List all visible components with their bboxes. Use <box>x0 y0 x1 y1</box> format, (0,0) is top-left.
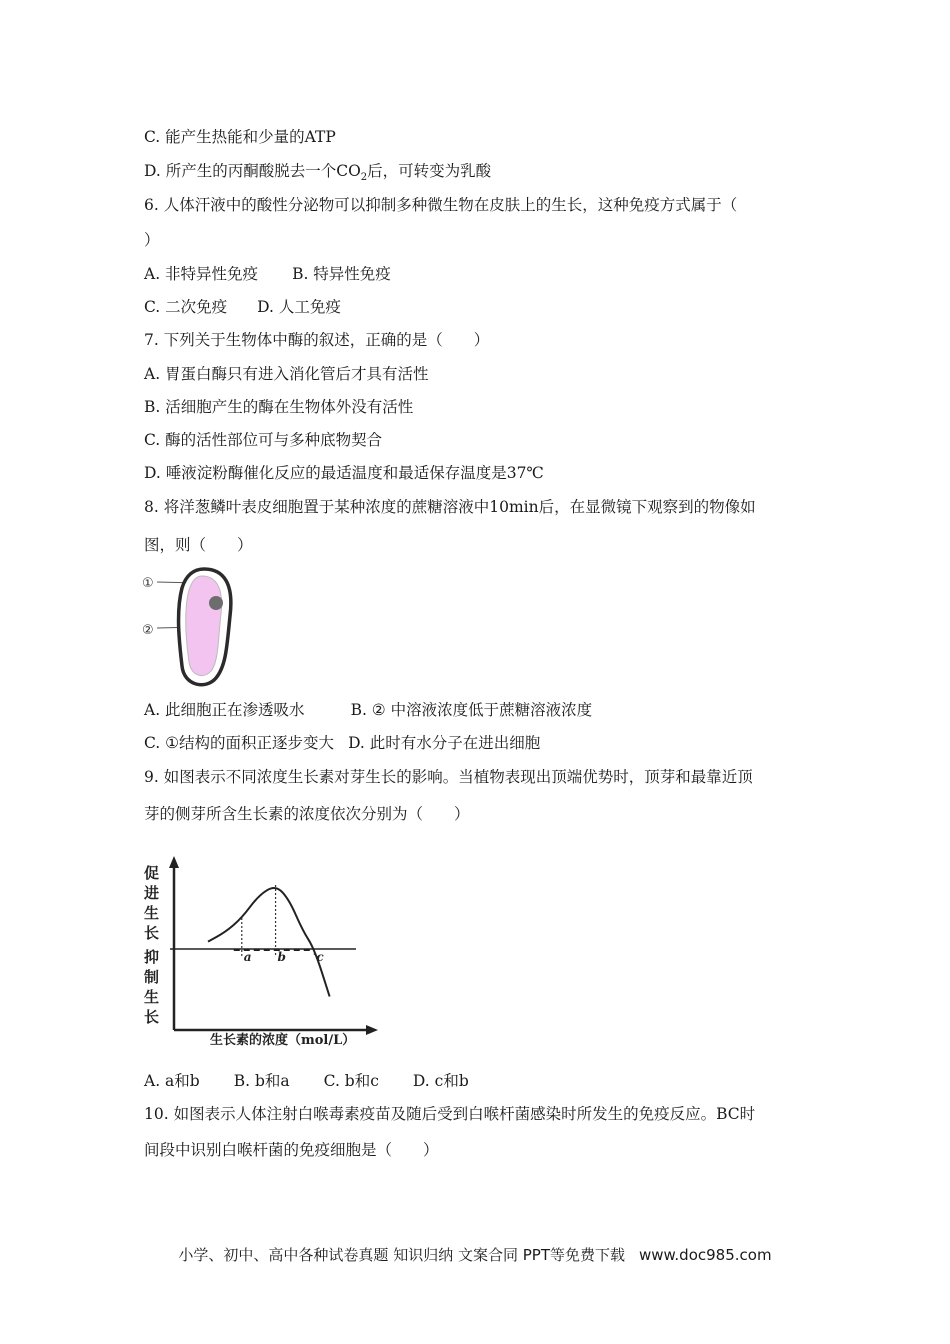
y-label-promote-char: 促 <box>144 864 160 882</box>
option-d: D. 人工免疫 <box>257 298 341 316</box>
option-d: D. c和b <box>412 1072 469 1090</box>
question-10-stem: 10. 如图表示人体注射白喉毒素疫苗及随后受到白喉杆菌感染时所发生的免疫反应。BC时 <box>144 1105 756 1123</box>
option-d-line <box>144 161 491 188</box>
subscript: 2 <box>360 172 368 184</box>
question-6-stem: 6. 人体汗液中的酸性分泌物可以抑制多种微生物在皮肤上的生长，这种免疫方式属于（ <box>144 196 738 214</box>
question-9-options <box>144 1071 469 1091</box>
option-b: B. ② 中溶液浓度低于蔗糖溶液浓度 <box>350 701 593 719</box>
question-9-stem-end: 芽的侧芽所含生长素的浓度依次分别为（ ） <box>144 805 470 823</box>
point-label-b: b <box>277 950 286 964</box>
question-10-stem-end: 间段中识别白喉杆菌的免疫细胞是（ ） <box>144 1141 439 1159</box>
y-label-inhibit-char: 生 <box>144 988 160 1006</box>
y-label-promote-char: 进 <box>144 884 160 902</box>
option-c: C. 二次免疫 <box>144 298 228 316</box>
page-footer <box>0 1244 950 1265</box>
option-b: B. b和a <box>233 1072 290 1090</box>
onion-cell-figure <box>140 566 240 691</box>
option-a: A. 此细胞正在渗透吸水 <box>144 701 305 719</box>
point-label-a: a <box>243 950 252 964</box>
question-7-option-b: B. 活细胞产生的酶在生物体外没有活性 <box>144 398 414 416</box>
question-7-stem: 7. 下列关于生物体中酶的叙述，正确的是（ ） <box>144 331 490 349</box>
cell-label-1: ① <box>142 576 154 591</box>
y-label-inhibit-char: 抑 <box>144 948 160 966</box>
option-d: D. 此时有水分子在进出细胞 <box>348 734 541 752</box>
text-part: 后，可转变为乳酸 <box>367 162 492 180</box>
question-7-option-d: D. 唾液淀粉酶催化反应的最适温度和最适保存温度是37℃ <box>144 464 544 482</box>
question-7-option-c: C. 酶的活性部位可与多种底物契合 <box>144 431 383 449</box>
nucleus <box>209 596 223 610</box>
option-a: A. 非特异性免疫 <box>144 265 259 283</box>
question-9-stem: 9. 如图表示不同浓度生长素对芽生长的影响。当植物表现出顶端优势时，顶芽和最靠近顶 <box>144 768 753 786</box>
question-8-stem-end: 图，则（ ） <box>144 536 253 554</box>
question-6-stem-end: ） <box>144 231 160 249</box>
auxin-growth-chart <box>140 852 400 1047</box>
text-part: D. 所产生的丙酮酸脱去一个CO <box>144 162 361 180</box>
option-a: A. a和b <box>144 1072 200 1090</box>
option-c: C. b和c <box>323 1072 379 1090</box>
question-6-options-ab <box>144 264 391 284</box>
y-axis-arrow <box>169 856 179 868</box>
y-label-inhibit-char: 长 <box>144 1008 160 1026</box>
question-8-stem: 8. 将洋葱鳞叶表皮细胞置于某种浓度的蔗糖溶液中10min后，在显微镜下观察到的物像如 <box>144 498 756 516</box>
question-6-options-cd <box>144 297 341 317</box>
option-b: B. 特异性免疫 <box>292 265 391 283</box>
option-c-line: C. 能产生热能和少量的ATP <box>144 128 336 146</box>
response-curve <box>208 888 330 996</box>
x-axis-label: 生长素的浓度（mol/L） <box>210 1033 356 1047</box>
cell-label-2: ② <box>142 623 154 638</box>
footer-link[interactable]: www.doc985.com <box>638 1246 772 1264</box>
point-label-c: c <box>316 950 324 964</box>
y-label-promote-char: 长 <box>144 924 160 942</box>
question-7-option-a: A. 胃蛋白酶只有进入消化管后才具有活性 <box>144 365 429 383</box>
footer-text: 小学、初中、高中各种试卷真题 知识归纳 文案合同 PPT等免费下载 <box>178 1246 625 1264</box>
x-axis-arrow <box>366 1025 378 1035</box>
question-8-options-ab <box>144 700 592 720</box>
question-8-options-cd <box>144 733 540 753</box>
y-label-promote-char: 生 <box>144 904 160 922</box>
y-label-inhibit-char: 制 <box>144 968 160 986</box>
option-c: C. ①结构的面积正逐步变大 <box>144 734 335 752</box>
